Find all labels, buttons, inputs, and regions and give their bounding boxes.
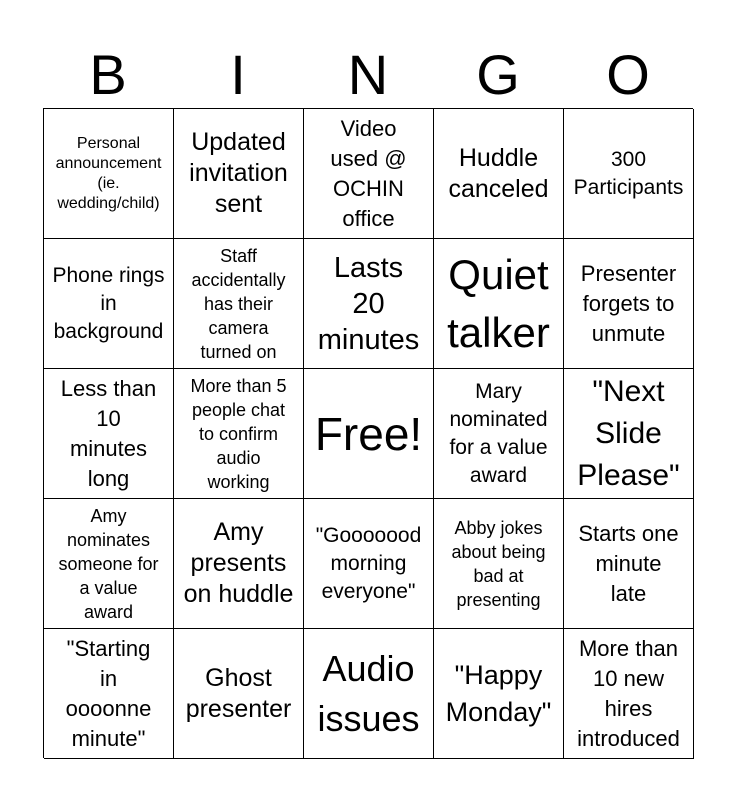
free-space-text: Free! [314, 407, 423, 460]
cell-text: More than 10 new hires introduced [577, 635, 680, 751]
bingo-cell-r2c1[interactable] [44, 239, 174, 369]
bingo-cell-r4c3[interactable] [304, 499, 434, 629]
cell-text: Amy nominates someone for a value award [58, 505, 159, 622]
bingo-cell-r2c2[interactable] [174, 239, 304, 369]
bingo-header [43, 44, 693, 106]
cell-text: Personal announcement (ie. wedding/child) [55, 134, 162, 212]
header-letter-i: I [230, 43, 246, 106]
cell-text: Lasts 20 minutes [317, 251, 420, 356]
cell-text: Abby jokes about being bad at presenting [451, 517, 546, 610]
header-letter-b: B [89, 43, 127, 106]
header-letter-o: O [606, 43, 650, 106]
bingo-cell-r3c5[interactable] [564, 369, 694, 499]
bingo-cell-r5c3[interactable] [304, 629, 434, 759]
cell-text: Staff accidentally has their camera turned on [191, 245, 286, 362]
bingo-cell-r2c3[interactable] [304, 239, 434, 369]
bingo-cell-r3c3-free[interactable] [304, 369, 434, 499]
bingo-cell-r5c4[interactable] [434, 629, 564, 759]
bingo-cell-r3c2[interactable] [174, 369, 304, 499]
bingo-cell-r5c1[interactable] [44, 629, 174, 759]
bingo-cell-r4c1[interactable] [44, 499, 174, 629]
cell-text: Video used @ OCHIN office [330, 115, 407, 231]
cell-text: Amy presents on huddle [183, 518, 294, 608]
bingo-cell-r4c5[interactable] [564, 499, 694, 629]
cell-text: 300 Participants [573, 147, 684, 199]
cell-text: "Starting in oooonne minute" [65, 635, 152, 751]
cell-text: Less than 10 minutes long [60, 375, 157, 491]
cell-text: "Gooooood morning everyone" [315, 523, 422, 603]
bingo-cell-r2c5[interactable] [564, 239, 694, 369]
bingo-cell-r4c4[interactable] [434, 499, 564, 629]
bingo-cell-r1c3[interactable] [304, 109, 434, 239]
bingo-cell-r1c1[interactable] [44, 109, 174, 239]
cell-text: Audio issues [317, 647, 420, 739]
cell-text: Huddle canceled [448, 143, 549, 203]
cell-text: Quiet talker [447, 250, 550, 356]
cell-text: Ghost presenter [185, 663, 292, 723]
bingo-cell-r1c5[interactable] [564, 109, 694, 239]
cell-text: Updated invitation sent [189, 128, 288, 218]
header-letter-g: G [476, 43, 520, 106]
bingo-cell-r2c4[interactable] [434, 239, 564, 369]
bingo-cell-r3c4[interactable] [434, 369, 564, 499]
bingo-cell-r1c4[interactable] [434, 109, 564, 239]
cell-text: "Happy Monday" [445, 659, 552, 727]
cell-text: Phone rings in background [52, 263, 165, 343]
bingo-card [43, 108, 693, 758]
cell-text: Starts one minute late [578, 520, 679, 606]
bingo-cell-r1c2[interactable] [174, 109, 304, 239]
header-letter-n: N [347, 43, 389, 106]
cell-text: Presenter forgets to unmute [580, 260, 677, 346]
cell-text: Mary nominated for a value award [449, 379, 548, 487]
bingo-cell-r4c2[interactable] [174, 499, 304, 629]
bingo-cell-r3c1[interactable] [44, 369, 174, 499]
cell-text: "Next Slide Please" [577, 374, 680, 492]
bingo-cell-r5c5[interactable] [564, 629, 694, 759]
cell-text: More than 5 people chat to confirm audio working [190, 375, 287, 492]
bingo-cell-r5c2[interactable] [174, 629, 304, 759]
